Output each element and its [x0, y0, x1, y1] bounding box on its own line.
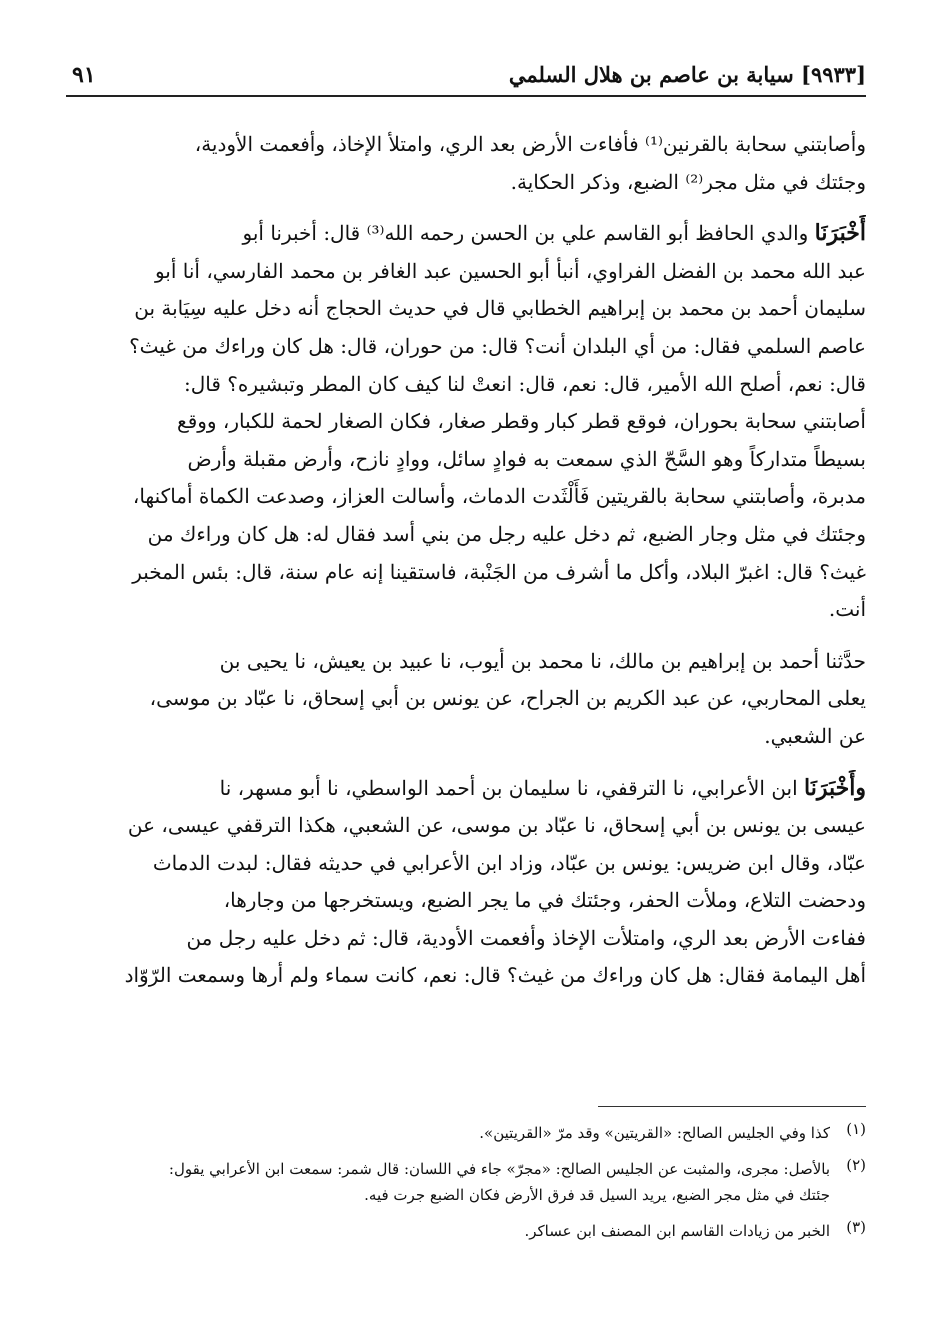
text-line: عبّاد، وقال ابن ضريس: يونس بن عبّاد، وزاد ابن الأعرابي في حديثه فقال: لبدت الدماث	[152, 850, 866, 875]
paragraph-4	[66, 770, 866, 996]
paragraph-1	[66, 126, 866, 201]
text-line: قال: نعم، أصلح الله الأمير، قال: نعم، قال: انعتْ لنا كيف كان المطر وتبشيره؟ قال:	[183, 371, 866, 396]
footnote-line: الخبر من زيادات القاسم ابن المصنف ابن عساكر.	[524, 1222, 830, 1240]
footnote-2	[66, 1156, 866, 1208]
text-line: أصابتني سحابة بحوران، فوقع قطر كبار وقطر صغار، فكان الصغار لحمة للكبار، ووقع	[177, 409, 866, 434]
text-line: عيسى بن يونس بن أبي إسحاق، نا عبّاد بن موسى، عن الشعبي، هكذا الترقفي عيسى، عن	[127, 813, 866, 838]
paragraph-2	[66, 215, 866, 629]
text-line: حدَّثنا أحمد بن إبراهيم بن مالك، نا محمد بن أيوب، نا عبيد بن يعيش، نا يحيى بن	[219, 648, 866, 673]
text-line: أنت.	[828, 597, 866, 622]
text-line: غيث؟ قال: اغبرّ البلاد، وأكل ما أشرف من الجَنْبة، فاستقينا إنه عام سنة، قال: بئس المخبر	[132, 559, 866, 584]
footnote-text	[66, 1120, 830, 1146]
text-segment: والدي الحافظ أبو القاسم علي بن الحسن رحمه الله⁽³⁾ قال: أخبرنا أبو	[242, 221, 809, 246]
text-line: وجئتك في مثل مجر⁽²⁾ الضبع، وذكر الحكاية.	[510, 169, 866, 194]
text-line: وأصابتني سحابة بالقرنين⁽¹⁾ فأفاءت الأرض بعد الري، وامتلأ الإخاذ، وأفعمت الأودية،	[194, 132, 866, 156]
lead-word: وأَخْبَرَنَا	[804, 774, 866, 801]
footnote-line: جئتك في مثل مجر الضبع، يريد السيل قد فرق الأرض فكان الضبع جرت فيه.	[364, 1186, 830, 1204]
text-line: عن الشعبي.	[764, 723, 866, 748]
running-header	[66, 58, 866, 92]
text-line: سليمان أحمد بن محمد بن إبراهيم الخطابي قال في حديث الحجاج أنه دخل عليه سِيَابة بن	[134, 296, 866, 321]
text-line: بسيطاً متداركاً وهو السَّحّ الذي سمعت به فوادٍ سائل، ووادٍ نازح، وأرض مقبلة وأرض	[187, 446, 866, 471]
header-rule	[66, 95, 866, 97]
text-line: يعلى المحاربي، عن عبد الكريم بن الجراح، عن يونس بن أبي إسحاق، نا عبّاد بن موسى،	[149, 686, 866, 711]
text-line: ودحضت التلاع، وملأت الحفر، وجئتك في ما يجر الضبع، ويستخرجها من وجارها،	[223, 888, 866, 913]
text-line: أهل اليمامة فقال: هل كان وراءك من غيث؟ قال: نعم، كانت سماء ولم أرها وسمعت الرّوّاد	[124, 963, 866, 988]
footnote-text	[66, 1156, 830, 1208]
footnote-number: (٣)	[846, 1218, 866, 1236]
text-line: عبد الله محمد بن الفضل الفراوي، أنبأ أبو الحسين عبد الغافر بن محمد الفارسي، أنا أبو	[154, 258, 866, 283]
footnote-text	[66, 1218, 830, 1244]
page-number: ٩١	[72, 62, 96, 88]
lead-word: أَخْبَرَنَا	[814, 220, 866, 247]
footnote-separator	[598, 1106, 866, 1107]
footnote-line: بالأصل: مجرى، والمثبت عن الجليس الصالح: «مجرّ» جاء في اللسان: قال شمر: سمعت ابن الأعرابي يقول:	[168, 1160, 830, 1178]
text-line: ففاءت الأرض بعد الري، وامتلأت الإخاذ وأفعمت الأودية، قال: ثم دخل عليه رجل من	[186, 925, 866, 950]
text-line	[66, 215, 866, 253]
footnote-number: (٢)	[846, 1156, 866, 1174]
header-title: [٩٩٣٣] سيابة بن عاصم بن هلال السلمي	[508, 62, 866, 87]
footnotes	[66, 1120, 866, 1254]
text-line: عاصم السلمي فقال: من أي البلدان أنت؟ قال: من حوران، قال: هل كان وراءك من غيث؟	[129, 333, 866, 358]
text-line: وجئتك في مثل وجار الضبع، ثم دخل عليه رجل من بني أسد فقال له: هل كان وراءك من	[147, 521, 866, 546]
main-text	[66, 126, 866, 1009]
footnote-1	[66, 1120, 866, 1146]
text-segment: ابن الأعرابي، نا الترقفي، نا سليمان بن أحمد الواسطي، نا أبو مسهر، نا	[219, 775, 798, 800]
text-line: مدبرة، وأصابتني سحابة بالقريتين فَأَلْثَدت الدماث، وأسالت العزاز، وصدعت الكماة أماكنها،	[132, 484, 866, 509]
text-line	[66, 770, 866, 808]
paragraph-3	[66, 643, 866, 756]
footnote-3	[66, 1218, 866, 1244]
footnote-line: كذا وفي الجليس الصالح: «القريتين» وقد مرّ «القريتين».	[479, 1124, 830, 1142]
footnote-number: (١)	[846, 1120, 866, 1138]
